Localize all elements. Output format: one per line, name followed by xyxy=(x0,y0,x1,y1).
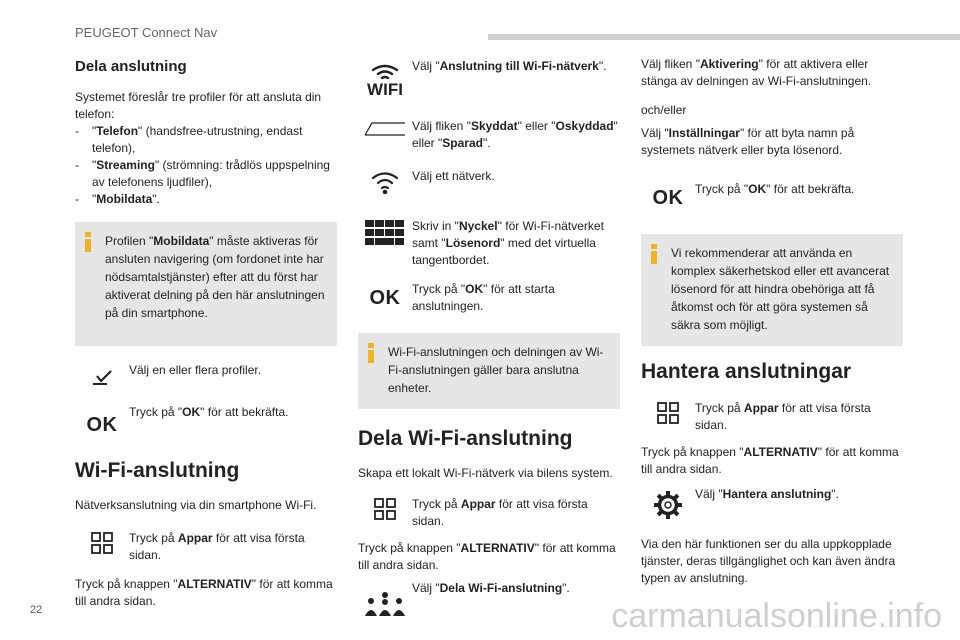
info-box-mobile-data: Profilen "Mobildata" måste aktiveras för ansluten navigering (om fordonet inte har nödsamtalstjänster) efter att du först har aktiverat delning på den här anslutningen på din smartphone. xyxy=(75,222,337,346)
step-text: Tryck på "OK" för att bekräfta. xyxy=(129,405,289,419)
wifi-intro: Nätverksanslutning via din smartphone Wi-Fi. xyxy=(75,498,317,512)
info-box-security: Vi rekommenderar att använda en komplex säkerhetskod eller ett avancerat lösenord för att hindra obehöriga att få åtkomst och för att göra systemen så säkra som möjligt. xyxy=(641,234,903,346)
alt-instruction: Tryck på knappen "ALTERNATIV" för att komma till andra sidan. xyxy=(75,577,333,608)
step-text: Tryck på Appar för att visa första sidan. xyxy=(695,401,871,432)
step-text: Välj "Dela Wi-Fi-anslutning". xyxy=(412,581,570,595)
page-number: 22 xyxy=(30,604,43,616)
list-item: - "Telefon" (handsfree-utrustning, endast telefon), xyxy=(75,124,303,155)
manage-outro: Via den här funktionen ser du alla uppkopplade tjänster, deras tillgänglighet och kan även ändra typen av anslutning. xyxy=(641,537,896,585)
share-intro: Systemet föreslår tre profiler för att ansluta din telefon: xyxy=(75,90,322,121)
info-box-wifi: Wi-Fi-anslutningen och delningen av Wi-Fi-anslutningen gäller bara anslutna enheter. xyxy=(358,333,620,409)
gear-icon xyxy=(641,484,695,520)
info-icon xyxy=(85,232,91,252)
step-text: Välj "Hantera anslutning". xyxy=(695,487,839,501)
share-wifi-intro: Skapa ett lokalt Wi-Fi-nätverk via bilens system. xyxy=(358,466,613,480)
info-icon xyxy=(651,244,657,264)
activation-text: Välj fliken "Aktivering" för att aktivera eller stänga av delningen av Wi-Fi-anslutningen. xyxy=(641,57,872,88)
alt-instruction: Tryck på knappen "ALTERNATIV" för att komma till andra sidan. xyxy=(358,541,616,572)
ok-icon: OK xyxy=(86,414,118,436)
keyboard-icon xyxy=(358,216,412,246)
column-2 xyxy=(358,50,620,616)
list-item: - "Streaming" (strömning: trådlös uppspelning av telefonens ljudfiler), xyxy=(75,158,330,189)
share-wifi-title: Dela Wi-Fi-anslutning xyxy=(358,427,573,450)
step-apps xyxy=(641,398,903,434)
apps-grid-icon xyxy=(358,494,412,520)
step-select-network xyxy=(358,166,620,194)
header-bar xyxy=(488,34,960,40)
ok-icon: OK xyxy=(369,287,401,309)
step-text: Tryck på Appar för att visa första sidan. xyxy=(412,497,588,528)
alt-instruction: Tryck på knappen "ALTERNATIV" för att komma till andra sidan. xyxy=(641,445,899,476)
tab-icon xyxy=(358,116,412,136)
step-text: Välj en eller flera profiler. xyxy=(129,363,262,377)
step-text: Välj fliken "Skyddat" eller "Oskyddad" eller "Sparad". xyxy=(412,119,618,150)
users-share-icon xyxy=(358,578,412,616)
wifi-connection-title: Wi-Fi-anslutning xyxy=(75,459,240,482)
manage-connections-title: Hantera anslutningar xyxy=(641,360,852,383)
info-icon xyxy=(368,343,374,363)
step-wifi-network xyxy=(358,56,620,100)
wifi-signal-icon xyxy=(358,166,412,194)
step-text: Välj ett nätverk. xyxy=(412,169,495,183)
step-text: Tryck på "OK" för att starta anslutningen. xyxy=(412,282,555,313)
step-select-profiles xyxy=(75,360,337,386)
step-manage-connection xyxy=(641,484,903,520)
and-or-text: och/eller xyxy=(641,103,687,117)
column-1 xyxy=(75,50,337,610)
apps-grid-icon xyxy=(641,398,695,424)
step-share-wifi xyxy=(358,578,620,616)
column-3 xyxy=(641,50,903,587)
step-enter-key xyxy=(358,216,620,269)
ok-icon: OK xyxy=(652,187,684,209)
header-title: PEUGEOT Connect Nav xyxy=(75,25,218,40)
step-select-tab xyxy=(358,116,620,152)
apps-grid-icon xyxy=(75,528,129,554)
share-connection-title: Dela anslutning xyxy=(75,58,187,75)
watermark: carmanualsonline.info xyxy=(611,597,942,635)
step-apps xyxy=(75,528,337,564)
step-start-ok xyxy=(358,279,620,315)
step-text: Skriv in "Nyckel" för Wi-Fi-nätverket samt "Lösenord" med det virtuella tangentbordet. xyxy=(412,219,604,267)
step-text: Välj "Anslutning till Wi-Fi-nätverk". xyxy=(412,59,607,73)
step-confirm-ok xyxy=(75,402,337,437)
step-confirm-ok xyxy=(641,179,903,210)
profile-list xyxy=(75,123,337,208)
checkbox-check-icon xyxy=(75,360,129,386)
step-text: Tryck på "OK" för att bekräfta. xyxy=(695,182,855,196)
step-apps xyxy=(358,494,620,530)
step-text: Tryck på Appar för att visa första sidan. xyxy=(129,531,305,562)
list-item: - "Mobildata". xyxy=(75,192,160,206)
settings-text: Välj "Inställningar" för att byta namn på systemets nätverk eller byta lösenord. xyxy=(641,126,855,157)
wifi-icon: WIFI xyxy=(358,56,412,100)
